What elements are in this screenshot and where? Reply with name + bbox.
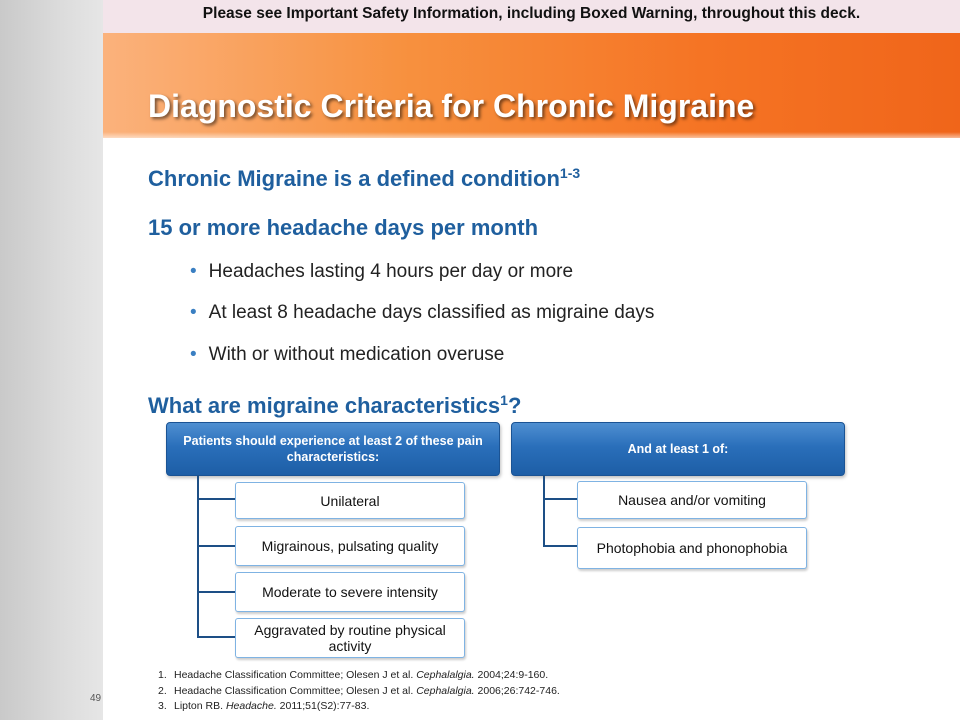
bullet-text: At least 8 headache days classified as migraine days: [208, 302, 655, 323]
heading-migraine-characteristics: [148, 392, 521, 419]
reference-authors: Headache Classification Committee; Olesen J et al.: [174, 684, 417, 697]
references-list: [158, 668, 560, 715]
additional-criteria-header: And at least 1 of:: [511, 422, 845, 476]
reference-journal: Cephalalgia.: [416, 684, 475, 697]
left-tree-branch: [197, 636, 235, 638]
heading-headache-days: 15 or more headache days per month: [148, 215, 539, 240]
bullet-text: Headaches lasting 4 hours per day or more: [208, 261, 574, 282]
bullet-dot-icon: •: [190, 344, 197, 365]
heading-migraine-characteristics-sup: 1: [500, 392, 508, 408]
left-tree-branch: [197, 498, 235, 500]
symptom-item: Nausea and/or vomiting: [577, 481, 807, 519]
reference-authors: Headache Classification Committee; Olesen J et al.: [174, 669, 417, 681]
bullet-item: [190, 344, 504, 366]
bullet-item: [190, 302, 654, 324]
reference-journal: Headache.: [225, 700, 277, 712]
bullet-dot-icon: •: [190, 302, 197, 323]
left-side-bar: [0, 0, 103, 720]
heading-defined-condition-text: Chronic Migraine is a defined condition: [148, 166, 560, 191]
bullet-item: [190, 261, 573, 283]
heading-migraine-characteristics-suffix: ?: [507, 393, 522, 418]
reference-number: 2.: [158, 684, 167, 697]
left-tree-branch: [197, 591, 235, 593]
reference-journal: Cephalalgia.: [416, 669, 475, 681]
reference-item: [158, 668, 560, 684]
reference-item: [158, 684, 560, 700]
pain-characteristic-item: Aggravated by routine physical activity: [235, 618, 465, 658]
reference-citation: 2004;24:9-160.: [474, 669, 549, 681]
bullet-text: With or without medication overuse: [208, 344, 505, 365]
pain-characteristic-item: Unilateral: [235, 482, 465, 519]
slide-title: Diagnostic Criteria for Chronic Migraine: [148, 88, 755, 124]
page-number: 49: [90, 693, 102, 704]
safety-banner: Please see Important Safety Information, including Boxed Warning, throughout this deck.: [103, 0, 960, 33]
reference-citation: 2006;26:742-746.: [474, 684, 560, 697]
bullet-dot-icon: •: [190, 261, 197, 282]
pain-characteristic-item: Migrainous, pulsating quality: [235, 526, 465, 566]
pain-characteristics-header: Patients should experience at least 2 of these pain characteristics:: [166, 422, 500, 476]
reference-number: 3.: [158, 700, 167, 712]
reference-item: [158, 699, 560, 715]
reference-number: 1.: [158, 669, 167, 681]
pain-characteristic-item: Moderate to severe intensity: [235, 572, 465, 612]
heading-migraine-characteristics-text: What are migraine characteristics: [148, 393, 501, 418]
right-tree-branch: [543, 545, 578, 547]
left-tree-branch: [197, 545, 235, 547]
symptom-item: Photophobia and phonophobia: [577, 527, 807, 569]
right-tree-connector: [543, 475, 545, 547]
heading-defined-condition-sup: 1-3: [559, 165, 581, 181]
right-tree-branch: [543, 498, 578, 500]
heading-defined-condition: [148, 165, 580, 192]
reference-authors: Lipton RB.: [174, 700, 226, 712]
reference-citation: 2011;51(S2):77-83.: [276, 700, 370, 712]
